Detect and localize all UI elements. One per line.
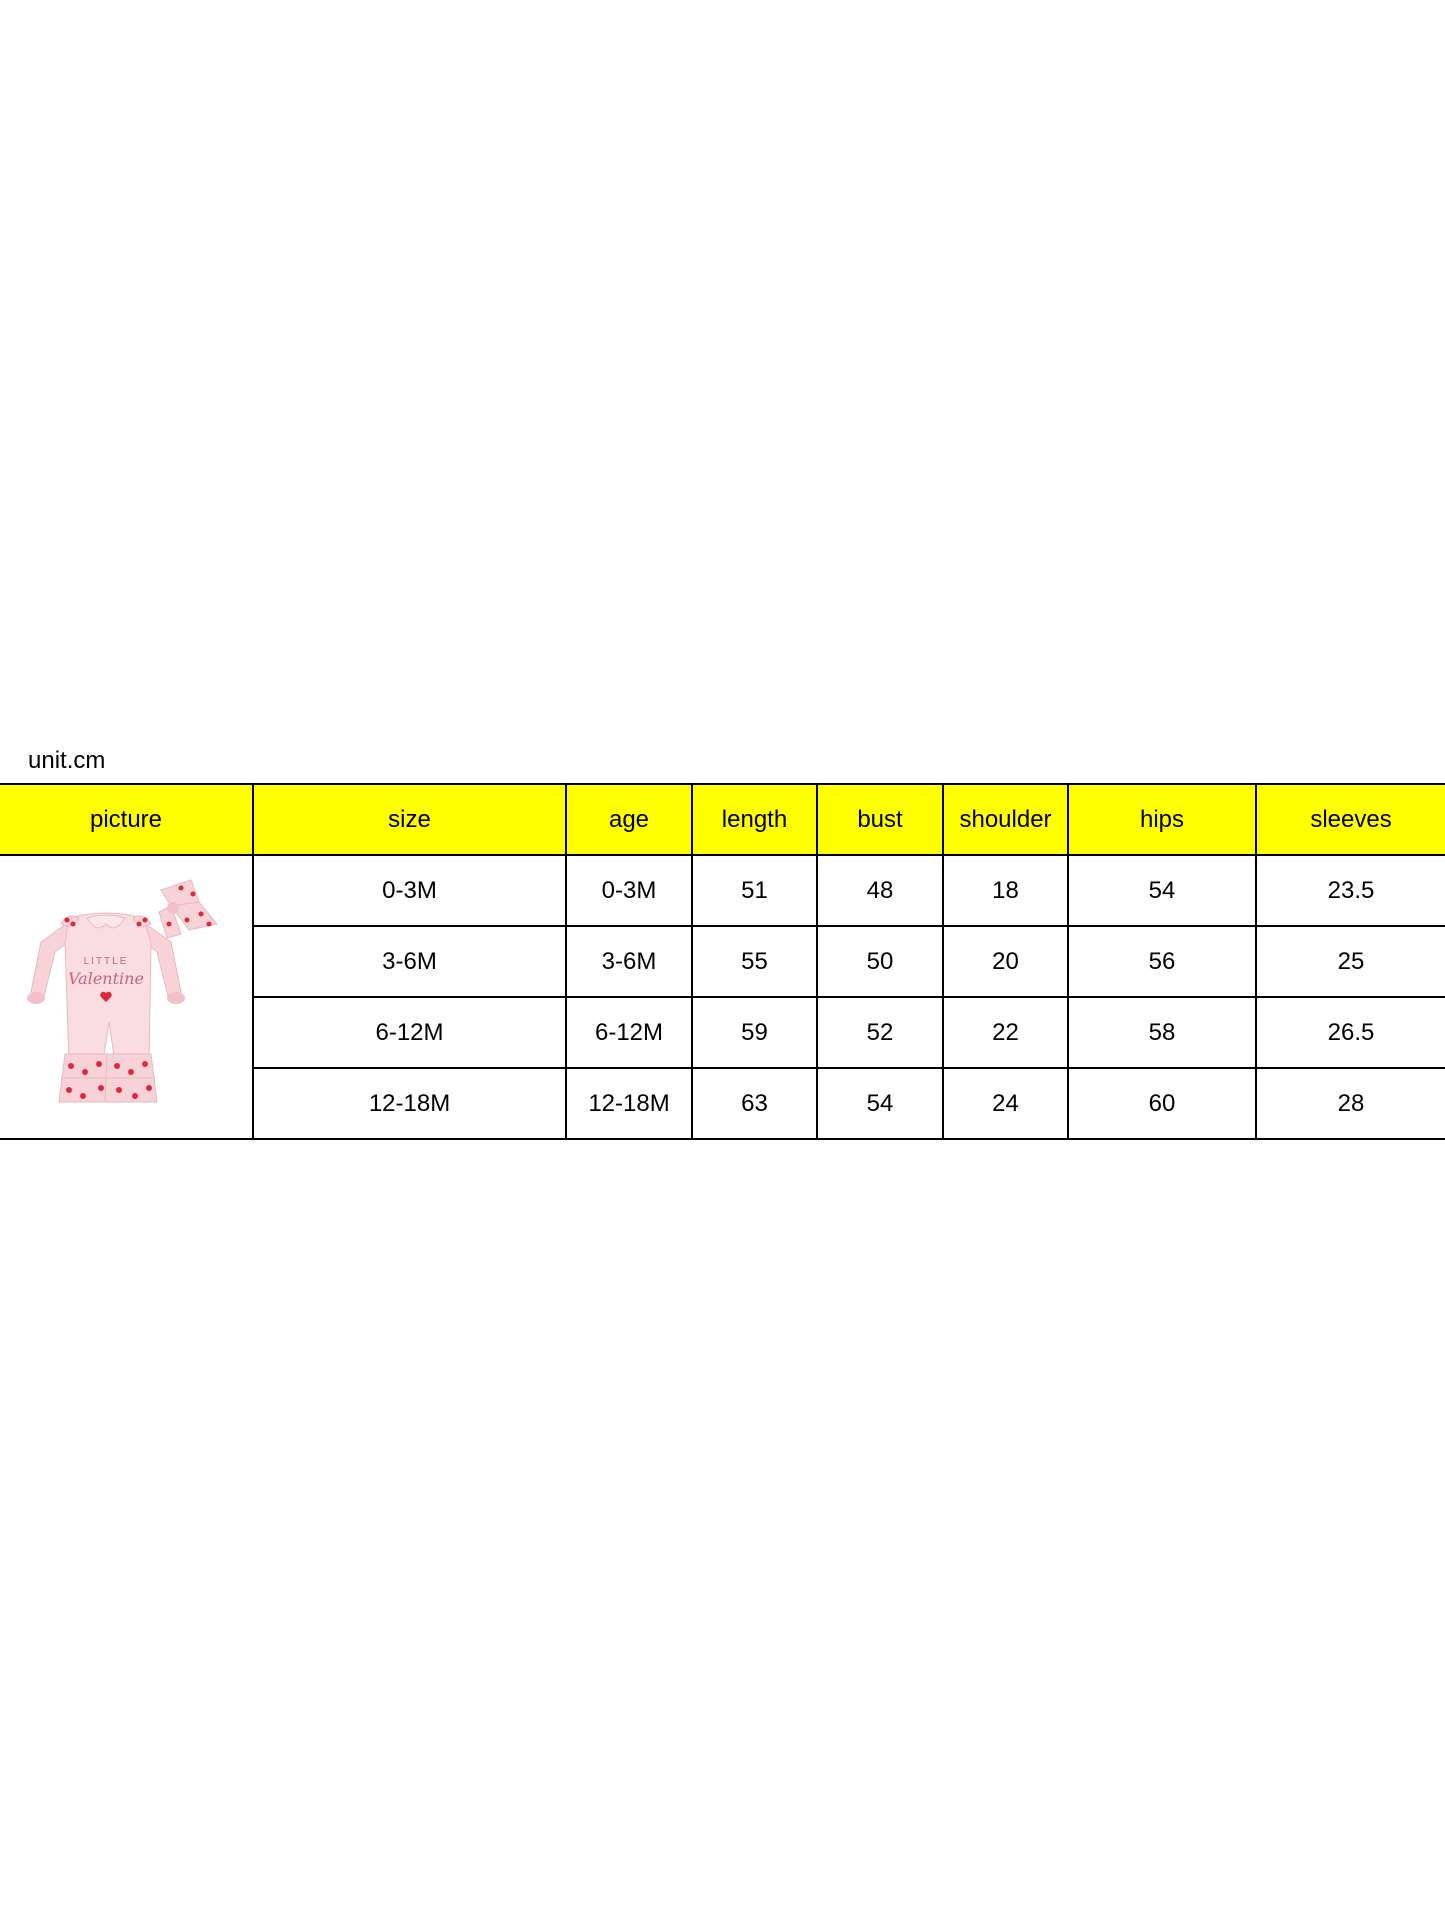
cell-bust: 50: [817, 926, 943, 997]
cell-hips: 60: [1068, 1068, 1256, 1139]
cell-age: 3-6M: [566, 926, 692, 997]
product-picture-cell: [0, 855, 253, 1139]
cell-length: 51: [692, 855, 817, 926]
unit-label: unit.cm: [28, 747, 106, 774]
romper-print-line2: Valentine: [68, 969, 144, 988]
size-chart-table: [0, 783, 1445, 1140]
cell-hips: 56: [1068, 926, 1256, 997]
romper-with-headband-image: [21, 872, 231, 1122]
cell-hips: 58: [1068, 997, 1256, 1068]
header-bust: bust: [817, 784, 943, 855]
cell-shoulder: 18: [943, 855, 1068, 926]
header-hips: hips: [1068, 784, 1256, 855]
cell-length: 59: [692, 997, 817, 1068]
cell-bust: 54: [817, 1068, 943, 1139]
cell-age: 12-18M: [566, 1068, 692, 1139]
header-shoulder: shoulder: [943, 784, 1068, 855]
cell-sleeves: 26.5: [1256, 997, 1445, 1068]
cell-size: 3-6M: [253, 926, 566, 997]
cell-length: 63: [692, 1068, 817, 1139]
cell-size: 6-12M: [253, 997, 566, 1068]
romper-print-line1: LITTLE: [83, 956, 129, 967]
header-length: length: [692, 784, 817, 855]
cell-sleeves: 28: [1256, 1068, 1445, 1139]
header-row: [0, 784, 1445, 855]
cell-hips: 54: [1068, 855, 1256, 926]
cell-bust: 48: [817, 855, 943, 926]
headband-bow-icon: [159, 880, 217, 938]
header-picture: picture: [0, 784, 253, 855]
cell-shoulder: 22: [943, 997, 1068, 1068]
cell-bust: 52: [817, 997, 943, 1068]
table-row: [0, 855, 1445, 926]
cell-sleeves: 25: [1256, 926, 1445, 997]
cell-age: 0-3M: [566, 855, 692, 926]
cell-size: 12-18M: [253, 1068, 566, 1139]
cell-shoulder: 20: [943, 926, 1068, 997]
header-sleeves: sleeves: [1256, 784, 1445, 855]
cell-length: 55: [692, 926, 817, 997]
header-age: age: [566, 784, 692, 855]
cell-shoulder: 24: [943, 1068, 1068, 1139]
cell-size: 0-3M: [253, 855, 566, 926]
header-size: size: [253, 784, 566, 855]
romper-body: [27, 913, 185, 1102]
cell-age: 6-12M: [566, 997, 692, 1068]
cell-sleeves: 23.5: [1256, 855, 1445, 926]
